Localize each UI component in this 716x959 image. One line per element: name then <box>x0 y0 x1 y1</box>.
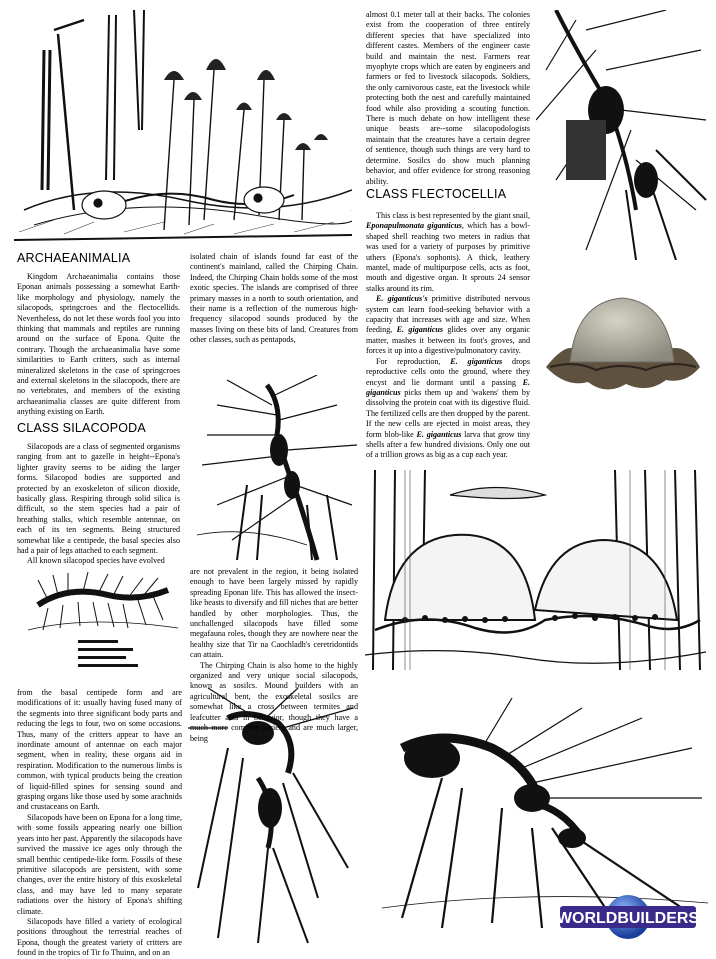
snail-forest-illustration <box>365 470 706 672</box>
text-column-2 <box>190 252 358 346</box>
svg-text:WORLDBUILDERS: WORLDBUILDERS <box>560 910 696 927</box>
text-column-1-silacopoda <box>17 442 180 567</box>
paragraph: from the basal centipede form and are modifications of it: usually having fused many of the segments into three significant body parts and reducing the legs to four, two on some occasions. Thus, many of the critters appear to have an inordinate amount of antennae on each major segment, when in reality, these organs aid in respiration. Modification to the numerous limbs is common, with typical products being the creation of liquid-filled spines for sensing sound and grasping organs like those used by some arachnids and crustaceans on Earth. <box>17 688 182 812</box>
mushroom-skeleton-illustration <box>14 10 352 246</box>
text-column-3 <box>366 10 530 187</box>
text-column-2-bottom <box>190 567 358 744</box>
paragraph: almost 0.1 meter tall at their backs. The colonies exist from the cooperation of three entirely different species that have specialized into different castes. Members of the engineer caste build and maintain the nest. Farmers rear myophyte crops which are eaten by engineers and farmers or fed to livestock silacopods. Soldiers, the only carnivorous caste, eat the livestock while protecting both the nest and carefully maintained food while also providing a scouting function. There is much debate on how intelligent these unique beasts are--some silacopodologists maintain that the creatures have a certain degree of sentience, though such things are very hard to determine. Sosilcs do show much planning behavior, and offer evidence for strong reasoning ability. <box>366 10 530 186</box>
paragraph: Silacopods have been on Epona for a long time, with some fossils appearing nearly one billion years into her past. Apparently the silacopods have survived the massive ice ages only through the small benthic centipede-like form. Fossils of these primitive silacopods are persistent, with some changes, over the entire history of this exoskeletal class, and may have led to many separate radiations over the history of Epona's shifting climate. <box>17 812 182 916</box>
silacopod-illustration <box>187 375 367 565</box>
heading-class-flectocellia: CLASS FLECTOCELLIA <box>366 187 507 201</box>
paragraph: E. giganticus's primitive distributed nervous system can learn food-seeking behavior with a capacity that increases with age and size. When feeding, E. giganticus glides over any organic matter, mashes it between its foot's groves, and forces it up into a digestive/pulmonatory cavity. <box>366 294 530 356</box>
centipede-illustration <box>28 570 178 675</box>
paragraph: Silacopods are a class of segmented organisms ranging from ant to gazelle in height--Epona's lighter gravity seems to be aiding the larger forms. Silacopod bodies are supported and protected by an exoskeleton of silicon dioxide, basically glass. Respiring through solid silica is difficult, so the stem species had a pair of breathing stalks, which resemble antennae, on each of its ten segments. Being structured somewhat like a centipede, the basal species also had a pair of legs attached to each segment. <box>17 442 180 556</box>
paragraph: All known silacopod species have evolved <box>27 556 165 566</box>
heading-class-silacopoda: CLASS SILACOPODA <box>17 421 146 435</box>
paragraph: isolated chain of islands found far east of the continent's mainland, called the Chirping Chain. Indeed, the Chirping Chain holds some of the most exotic species. The islands are comprised of three primary masses in a north to south orientation, and their name is a reflection of the numerous high-frequency silacopod sounds produced by the masses living on these bits of land. Creatures from other classes, such as pentapods, <box>190 252 358 345</box>
paragraph: This class is best represented by the giant snail, Eponapulmonata giganticus, which has a bowl-shaped shell reaching two meters in radius that was used for a variety of purposes by primitive uthers (Epona's sophonts). A thick, leathery mantel, made of multipurpose cells, acts as foot, mouth and digestive organ. It sprouts 24 sensor stalks around its rim. <box>366 211 530 293</box>
text-column-1 <box>17 272 180 418</box>
paragraph: For reproduction, E. giganticus drops reproductive cells onto the ground, where they encyst and lie dormant until a passing E. giganticus picks them up and 'wakens' them by dissolving the protein coat with its digestive fluid. The fertilized cells are then dropped by the parent. If the new cells are ejected in moist areas, they form blob-like E. giganticus larva that grow tiny shells after a few hundred divisions. Only one out of a trillion grows as big as a cup each year. <box>366 356 531 460</box>
paragraph: Kingdom Archaeanimalia contains those Eponan animals possessing a somewhat Earth-like morphology and physiology, namely the silacopods, springcroes and the flectocellids. Nevertheless, do not let these words fool you into thinking that mammals and reptiles are running around on the surface of Epona. Quite the contrary. Though the archaeanimalia have some similarities to Earth critters, such as internal mineralized skeletons in the case of springcroes and external skeletons in the silacopods, there are no vertebrates, and members of the existing archaeanimalia classes are quite different from anything existing on Earth. <box>17 272 180 417</box>
heading-archaeanimalia: ARCHAEANIMALIA <box>17 251 131 265</box>
snail-render <box>536 272 708 444</box>
paragraph: The Chirping Chain is also home to the highly organized and very unique social silacopods, known as sosilcs. Mound builders with an agricultural bent, the exoskeletal sosilcs are somewhat like a cross between termites and leafcutter ants in behavior, though they have a much more complex society and are much larger, being <box>190 660 358 743</box>
text-column-3-flectocellia <box>366 211 530 461</box>
creature-illustration-topright <box>536 10 708 260</box>
paragraph: are not prevalent in the region, it being isolated enough to have been largely missed by rapidly spreading Eponan life. This has allowed the insect-like beasts to diversify and fill niches that are better handled by other morphologies. Thus, the unchallenged silacopods have filled some megafauna roles, though they are nowhere near the healthy size that Tir na Caochladh's ceretridontids can attain. <box>190 567 358 660</box>
paragraph: Silacopods have filled a variety of ecological positions throughout the terrestrial reaches of Epona, though the greatest variety of critters are found in the tropics of Tir fo Thuinn, and on an <box>17 916 182 958</box>
worldbuilders-logo <box>560 893 696 941</box>
text-column-1-bottom <box>17 688 182 959</box>
